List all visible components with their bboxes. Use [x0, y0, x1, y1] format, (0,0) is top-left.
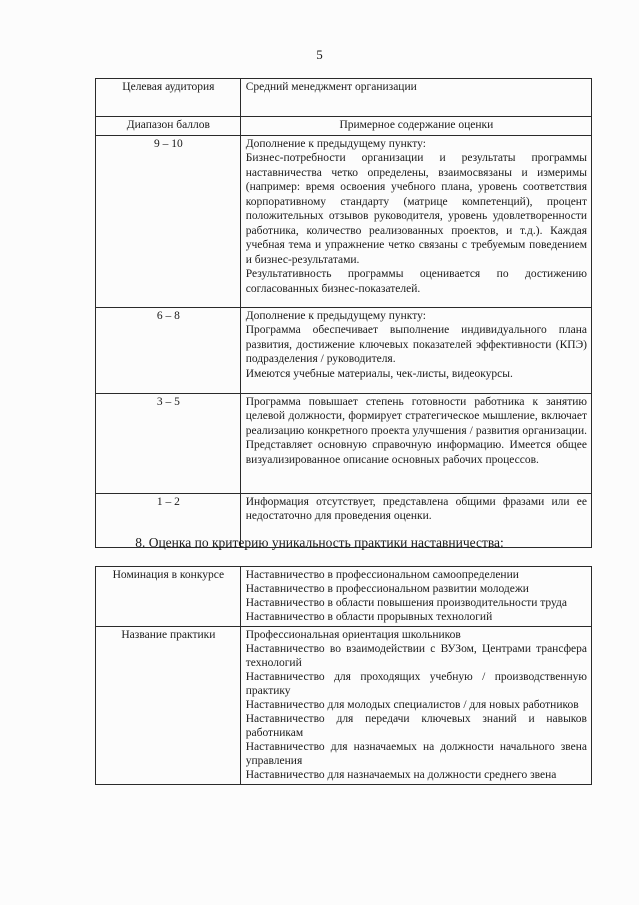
- score-range: 9 – 10: [96, 135, 241, 307]
- practice-list: [240, 627, 591, 785]
- practice-item: Профессиональная ориентация школьников: [245, 629, 461, 641]
- practice-item: Наставничество для передачи ключевых знаний и навыков работникам: [245, 713, 587, 739]
- table-header-row: [96, 117, 592, 136]
- score-description: Программа повышает степень готовности работника к занятию целевой должности, формирует стратегическое мышление, включает реализацию конкретного проекта улучшения / развития организации. Представляет основную справочную информацию. Имеется общее визуализированное описание основных рабочих процессов.: [240, 393, 591, 493]
- audience-value: Средний менеджмент организации: [240, 79, 591, 117]
- score-description: Информация отсутствует, представлена общими фразами или ее недостаточно для проведения оценки.: [240, 493, 591, 547]
- nomination-label: Номинация в конкурсе: [96, 567, 241, 627]
- table-row: [96, 307, 592, 393]
- practice-item: Наставничество для назначаемых на должности среднего звена: [245, 769, 557, 781]
- practice-item: Наставничество во взаимодействии с ВУЗом, Центрами трансфера технологий: [245, 643, 587, 669]
- section-heading: 8. Оценка по критерию уникальность практики наставничества:: [135, 535, 504, 550]
- nomination-item: Наставничество в области повышения производительности труда: [245, 597, 568, 609]
- audience-label: Целевая аудитория: [96, 79, 241, 117]
- practice-item: Наставничество для назначаемых на должности начального звена управления: [245, 741, 587, 767]
- practice-item: Наставничество для молодых специалистов / для новых работников: [245, 699, 579, 711]
- score-range: 3 – 5: [96, 393, 241, 493]
- table-row-practice: [96, 627, 592, 785]
- column-header-content: Примерное содержание оценки: [240, 117, 591, 136]
- nomination-item: Наставничество в профессиональном развитии молодежи: [245, 583, 529, 595]
- practice-item: Наставничество для проходящих учебную / производственную практику: [245, 671, 587, 697]
- score-description: Дополнение к предыдущему пункту: Бизнес-потребности организации и результаты программы наставничества четко определены, взаимосвязаны и измеримы (например: время освоения учебного плана, уровень соответствия корпоративному стандарту (матрице компетенций), процент положительных отзывов руководителя, уровень удовлетворенности работника, количество реализованных проектов, и т.д.). Каждая учебная тема и упражнение четко связаны с требуемым поведением и бизнес-результатами. Результативность программы оценивается по достижению согласованных бизнес-показателей.: [240, 135, 591, 307]
- table-row: [96, 393, 592, 493]
- page-number: 5: [316, 47, 323, 62]
- nomination-list: [240, 567, 591, 627]
- table-row-audience: [96, 79, 592, 117]
- table-row: [96, 135, 592, 307]
- score-range: 1 – 2: [96, 493, 241, 547]
- practice-label: Название практики: [96, 627, 241, 785]
- column-header-range: Диапазон баллов: [96, 117, 241, 136]
- nomination-item: Наставничество в области прорывных технологий: [245, 611, 493, 623]
- table-row-nomination: [96, 567, 592, 627]
- uniqueness-table: [95, 566, 592, 785]
- score-description: Дополнение к предыдущему пункту: Программа обеспечивает выполнение индивидуального плана развития, достижение ключевых показателей эффективности (КПЭ) подразделения / руководителя. Имеются учебные материалы, чек-листы, видеокурсы.: [240, 307, 591, 393]
- score-range: 6 – 8: [96, 307, 241, 393]
- scoring-table: [95, 78, 592, 548]
- nomination-item: Наставничество в профессиональном самоопределении: [245, 569, 519, 581]
